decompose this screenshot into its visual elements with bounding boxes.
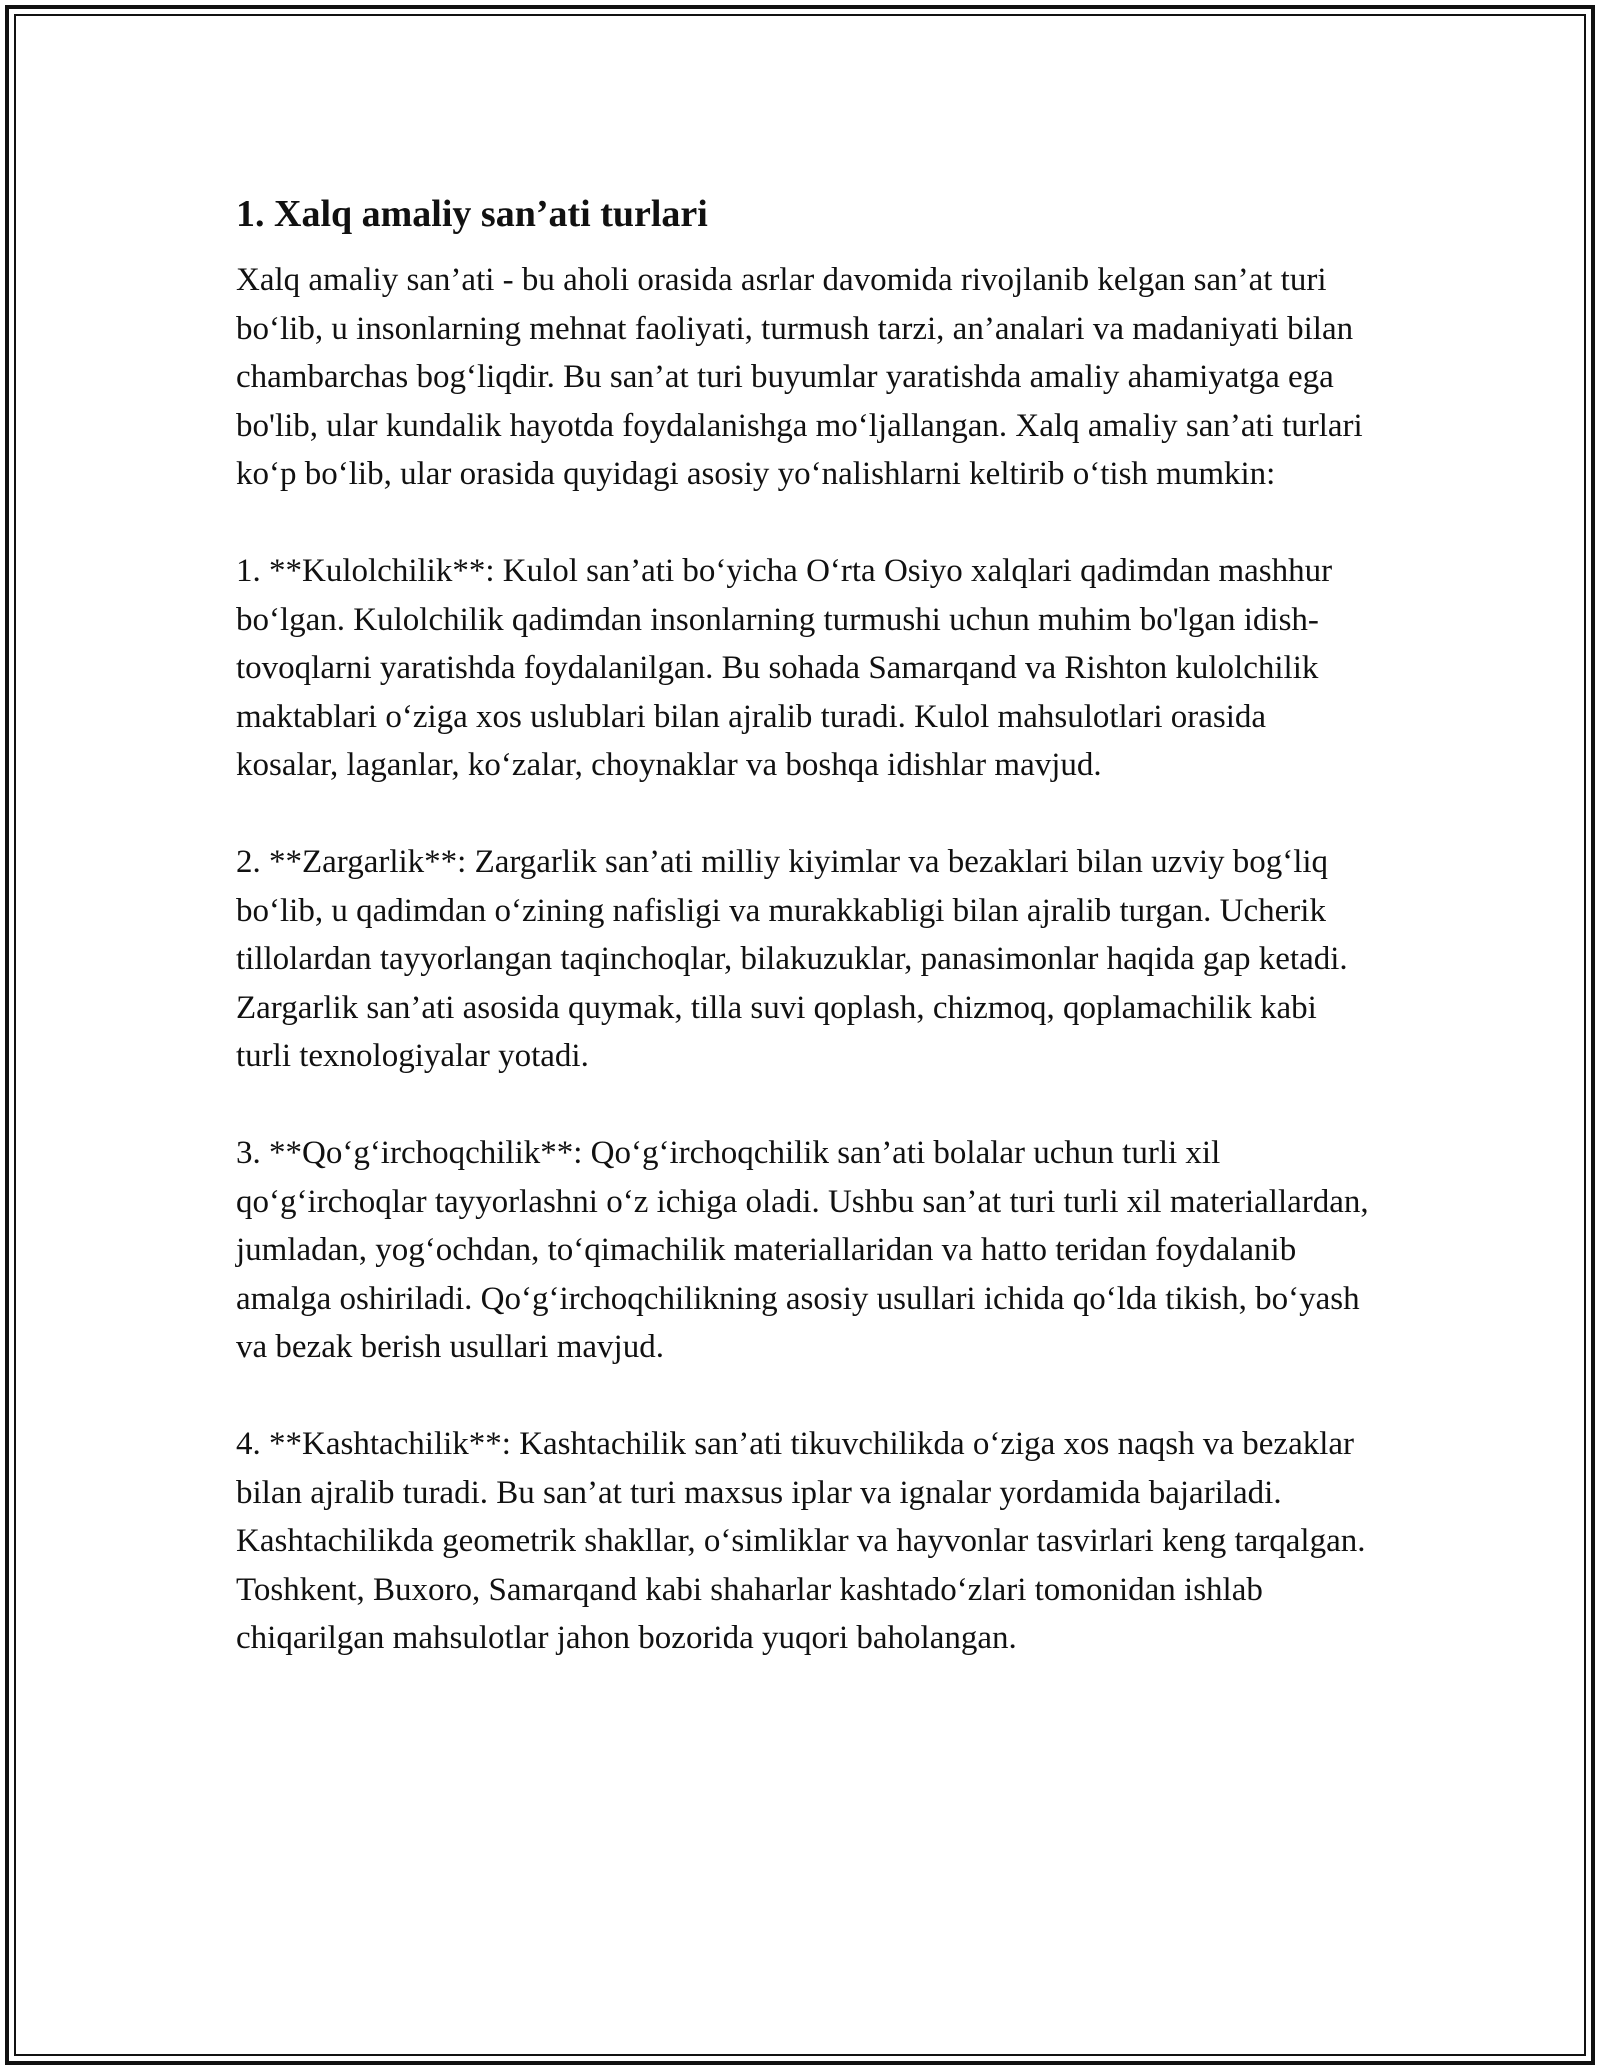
paragraph-kashtachilik: 4. **Kashtachilik**: Kashtachilik san’ati tikuvchilikda o‘ziga xos naqsh va bezaklar bilan ajralib turadi. Bu san’at turi maxsus iplar va ignalar yordamida bajariladi. Kashtachilikda geometrik shakllar, o‘simliklar va hayvonlar tasvirlari keng tarqalgan. Toshkent, Buxoro, Samarqand kabi shaharlar kashtado‘zlari tomonidan ishlab chiqarilgan mahsulotlar jahon bozorida yuqori baholangan. xyxy=(236,1426,1366,1656)
document-body xyxy=(236,186,1376,1711)
intro-paragraph: Xalq amaliy san’ati - bu aholi orasida asrlar davomida rivojlanib kelgan san’at turi bo‘lib, u insonlarning mehnat faoliyati, turmush tarzi, an’analari va madaniyati bilan chambarchas bog‘liqdir. Bu san’at turi buyumlar yaratishda amaliy ahamiyatga ega bo'lib, ular kundalik hayotda foydalanishga mo‘ljallangan. Xalq amaliy san’ati turlari ko‘p bo‘lib, ular orasida quyidagi asosiy yo‘nalishlarni keltirib o‘tish mumkin: xyxy=(236,262,1363,492)
paragraph-qogirchoqchilik: 3. **Qo‘g‘irchoqchilik**: Qo‘g‘irchoqchilik san’ati bolalar uchun turli xil qo‘g‘irchoqlar tayyorlashni o‘z ichiga oladi. Ushbu san’at turi turli xil materiallardan, jumladan, yog‘ochdan, to‘qimachilik materiallaridan va hatto teridan foydalanib amalga oshiriladi. Qo‘g‘irchoqchilikning asosiy usullari ichida qo‘lda tikish, bo‘yash va bezak berish usullari mavjud. xyxy=(236,1135,1369,1365)
section-heading: 1. Xalq amaliy san’ati turlari xyxy=(236,193,708,235)
paragraph-kulolchilik: 1. **Kulolchilik**: Kulol san’ati bo‘yicha O‘rta Osiyo xalqlari qadimdan mashhur bo‘lgan. Kulolchilik qadimdan insonlarning turmushi uchun muhim bo'lgan idish-tovoqlarni yaratishda foydalanilgan. Bu sohada Samarqand va Rishton kulolchilik maktablari o‘ziga xos uslublari bilan ajralib turadi. Kulol mahsulotlari orasida kosalar, laganlar, ko‘zalar, choynaklar va boshqa idishlar mavjud. xyxy=(236,553,1333,783)
paragraph-zargarlik: 2. **Zargarlik**: Zargarlik san’ati milliy kiyimlar va bezaklari bilan uzviy bog‘liq bo‘lib, u qadimdan o‘zining nafisligi va murakkabligi bilan ajralib turgan. Ucherik tillolardan tayyorlangan taqinchoqlar, bilakuzuklar, panasimonlar haqida gap ketadi. Zargarlik san’ati asosida quymak, tilla suvi qoplash, chizmoq, qoplamachilik kabi turli texnologiyalar yotadi. xyxy=(236,844,1348,1074)
